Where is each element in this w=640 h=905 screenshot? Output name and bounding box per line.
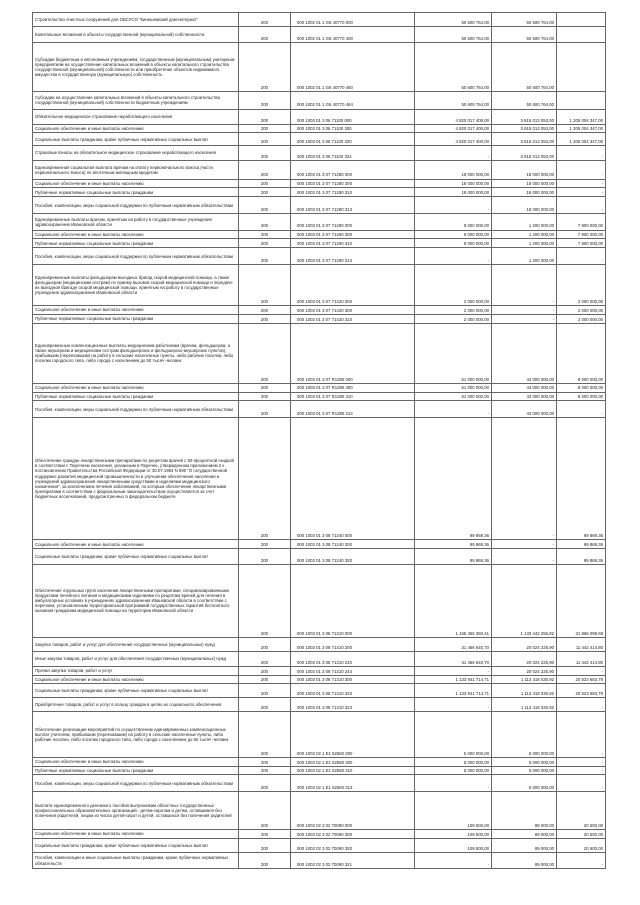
description-cell: Социальные выплаты гражданам, кроме публичных нормативных социальных выплат bbox=[33, 838, 239, 852]
table-row bbox=[33, 637, 606, 651]
budget-code-cell: 000 1002 01 1 G6 40770 460 bbox=[291, 42, 415, 91]
approved-amount-cell: - bbox=[415, 697, 492, 711]
description-cell: Публичные нормативные социальные выплаты гражданам bbox=[33, 392, 239, 401]
executed-amount-cell: - bbox=[492, 305, 557, 314]
table-row bbox=[33, 13, 606, 27]
executed-amount-cell: 50 600 764,00 bbox=[492, 13, 557, 27]
remainder-cell: 99 869,36 bbox=[557, 540, 606, 549]
remainder-cell: 2 000 000,00 bbox=[557, 264, 606, 305]
description-cell: Субсидии бюджетным и автономным учреждениям, государственным (муниципальным) унитарным предприятиям на осуществление капитальных вложений в объекты капитального строительства государственной (муниципальной) собственности или приобретение объектов недвижимого имущества в государственную (муниципальную) собственность bbox=[33, 42, 239, 91]
table-row bbox=[33, 401, 606, 418]
description-cell: Приобретение товаров, работ и услуг в пользу граждан в целях их социального обеспечения bbox=[33, 697, 239, 711]
table-row bbox=[33, 323, 606, 383]
description-cell: Публичные нормативные социальные выплаты гражданам bbox=[33, 314, 239, 323]
reg-code-cell: 200 bbox=[239, 27, 291, 43]
approved-amount-cell: 9 000 000,00 bbox=[415, 213, 492, 230]
approved-amount-cell: 4 820 017 400,00 bbox=[415, 109, 492, 125]
approved-amount-cell: 5 000 000,00 bbox=[415, 712, 492, 758]
remainder-cell: - bbox=[557, 197, 606, 214]
executed-amount-cell: 5 000 000,00 bbox=[492, 757, 557, 766]
reg-code-cell: 200 bbox=[239, 239, 291, 248]
budget-code-cell: 000 1003 02 3 02 70090 000 bbox=[291, 792, 415, 830]
table-row bbox=[33, 230, 606, 239]
executed-amount-cell: 18 000 000,00 bbox=[492, 179, 557, 188]
table-row bbox=[33, 42, 606, 91]
reg-code-cell: 200 bbox=[239, 838, 291, 852]
approved-amount-cell: 9 000 000,00 bbox=[415, 230, 492, 239]
remainder-cell: 1 205 004 347,00 bbox=[557, 109, 606, 125]
remainder-cell: 8 000 000,00 bbox=[557, 383, 606, 392]
approved-amount-cell: 50 600 764,00 bbox=[415, 42, 492, 91]
budget-code-cell: 000 1003 01 3 08 71310 200 bbox=[291, 637, 415, 651]
reg-code-cell: 200 bbox=[239, 213, 291, 230]
description-cell: Страховые взносы на обязательное медицинское страхование неработающего населения bbox=[33, 146, 239, 160]
reg-code-cell: 200 bbox=[239, 684, 291, 697]
remainder-cell bbox=[557, 13, 606, 27]
reg-code-cell: 200 bbox=[239, 109, 291, 125]
remainder-cell: 1 205 004 347,00 bbox=[557, 132, 606, 145]
budget-code-cell: 000 1003 01 3 06 71100 324 bbox=[291, 146, 415, 160]
budget-code-cell: 000 1003 02 3 02 70090 320 bbox=[291, 838, 415, 852]
budget-code-cell: 000 1003 01 3 07 71280 300 bbox=[291, 179, 415, 188]
executed-amount-cell: 1 200 000,00 bbox=[492, 213, 557, 230]
table-row bbox=[33, 213, 606, 230]
description-cell: Социальное обеспечение и иные выплаты населению bbox=[33, 230, 239, 239]
description-cell: Выплата единовременного денежного пособия выпускникам областных государственных профессиональных образовательных организаций - детям-сиротам и детям, оставшимся без попечения родителей, лицам из числа детей-сирот и детей, оставшихся без попечения родителей bbox=[33, 792, 239, 830]
remainder-cell: 7 800 000,00 bbox=[557, 239, 606, 248]
reg-code-cell: 200 bbox=[239, 766, 291, 775]
reg-code-cell: 200 bbox=[239, 392, 291, 401]
approved-amount-cell: - bbox=[415, 197, 492, 214]
description-cell: Социальное обеспечение и иные выплаты населению bbox=[33, 305, 239, 314]
budget-code-cell: 000 1003 01 3 07 71290 313 bbox=[291, 248, 415, 265]
table-row bbox=[33, 248, 606, 265]
description-cell: Строительство очистных сооружений для ОБСУСО "Кинешемский дом-интернат" bbox=[33, 13, 239, 27]
budget-code-cell: 000 1003 02 1 Е1 52560 000 bbox=[291, 712, 415, 758]
remainder-cell: 99 869,36 bbox=[557, 549, 606, 565]
table-row bbox=[33, 27, 606, 43]
reg-code-cell: 200 bbox=[239, 132, 291, 145]
approved-amount-cell: 4 820 017 400,00 bbox=[415, 132, 492, 145]
description-cell: Закупка товаров, работ и услуг для обеспечения государственных (муниципальных) нужд bbox=[33, 637, 239, 651]
approved-amount-cell: 5 000 000,00 bbox=[415, 757, 492, 766]
budget-code-cell: 000 1003 01 3 08 71310 300 bbox=[291, 675, 415, 684]
budget-code-cell: 000 1003 01 3 07 71290 310 bbox=[291, 239, 415, 248]
table-row bbox=[33, 418, 606, 540]
reg-code-cell: 200 bbox=[239, 383, 291, 392]
executed-amount-cell: - bbox=[492, 418, 557, 540]
executed-amount-cell: 50 600 764,00 bbox=[492, 42, 557, 91]
table-row bbox=[33, 775, 606, 792]
description-cell: Обеспечение реализации мероприятий по осуществлению единовременных компенсационных выплат учителям, прибывшим (переехавшим) на работу в сельские населенные пункты, либо рабочие поселки, либо поселки городского типа, либо города с населением до 50 тысяч человек bbox=[33, 712, 239, 758]
budget-code-cell: 000 1003 02 1 Е1 52560 313 bbox=[291, 775, 415, 792]
remainder-cell: 7 800 000,00 bbox=[557, 230, 606, 239]
executed-amount-cell: 5 000 000,00 bbox=[492, 766, 557, 775]
executed-amount-cell: 1 113 418 030,92 bbox=[492, 684, 557, 697]
table-row bbox=[33, 179, 606, 188]
approved-amount-cell: 51 000 000,00 bbox=[415, 392, 492, 401]
description-cell: Социальное обеспечение и иные выплаты населению bbox=[33, 757, 239, 766]
executed-amount-cell: 43 000 000,00 bbox=[492, 323, 557, 383]
budget-code-cell: 000 1003 01 3 06 71100 320 bbox=[291, 132, 415, 145]
reg-code-cell: 200 bbox=[239, 418, 291, 540]
remainder-cell: - bbox=[557, 712, 606, 758]
description-cell: Социальное обеспечение и иные выплаты населению bbox=[33, 179, 239, 188]
description-cell: Публичные нормативные социальные выплаты гражданам bbox=[33, 239, 239, 248]
table-row bbox=[33, 314, 606, 323]
reg-code-cell: 200 bbox=[239, 775, 291, 792]
reg-code-cell: 200 bbox=[239, 401, 291, 418]
budget-code-cell: 000 1003 01 3 07 R1380 310 bbox=[291, 392, 415, 401]
executed-amount-cell: - bbox=[492, 549, 557, 565]
executed-amount-cell: 1 200 000,00 bbox=[492, 230, 557, 239]
description-cell: Капитальные вложения в объекты государственной (муниципальной) собственности bbox=[33, 27, 239, 43]
description-cell: Публичные нормативные социальные выплаты гражданам bbox=[33, 188, 239, 197]
table-row bbox=[33, 684, 606, 697]
executed-amount-cell: 20 024 225,90 bbox=[492, 666, 557, 675]
reg-code-cell: 200 bbox=[239, 564, 291, 637]
approved-amount-cell: - bbox=[415, 401, 492, 418]
budget-code-cell: 000 1003 01 3 07 71420 300 bbox=[291, 305, 415, 314]
approved-amount-cell: 1 133 941 714,71 bbox=[415, 675, 492, 684]
reg-code-cell: 200 bbox=[239, 697, 291, 711]
reg-code-cell: 200 bbox=[239, 91, 291, 109]
budget-code-cell: 000 1003 02 1 Е1 52560 310 bbox=[291, 766, 415, 775]
budget-code-cell: 000 1003 01 3 07 71280 313 bbox=[291, 197, 415, 214]
approved-amount-cell: - bbox=[415, 775, 492, 792]
reg-code-cell: 200 bbox=[239, 652, 291, 666]
table-row bbox=[33, 125, 606, 133]
remainder-cell: - bbox=[557, 757, 606, 766]
executed-amount-cell: - bbox=[492, 314, 557, 323]
executed-amount-cell: 20 024 225,90 bbox=[492, 652, 557, 666]
approved-amount-cell: 51 000 000,00 bbox=[415, 383, 492, 392]
table-row bbox=[33, 766, 606, 775]
budget-code-cell: 000 1003 01 3 07 71290 000 bbox=[291, 213, 415, 230]
reg-code-cell: 200 bbox=[239, 792, 291, 830]
budget-code-cell: 000 1003 01 3 08 71310 240 bbox=[291, 652, 415, 666]
budget-code-cell: 000 1002 01 1 G6 40770 000 bbox=[291, 13, 415, 27]
approved-amount-cell: 109 500,00 bbox=[415, 838, 492, 852]
remainder-cell: - bbox=[557, 697, 606, 711]
budget-execution-table bbox=[32, 12, 606, 869]
budget-code-cell: 000 1003 01 3 07 R1380 000 bbox=[291, 323, 415, 383]
remainder-cell: 8 000 000,00 bbox=[557, 392, 606, 401]
reg-code-cell: 200 bbox=[239, 42, 291, 91]
remainder-cell bbox=[557, 42, 606, 91]
executed-amount-cell: 50 600 764,00 bbox=[492, 91, 557, 109]
table-row bbox=[33, 239, 606, 248]
approved-amount-cell: 5 000 000,00 bbox=[415, 766, 492, 775]
executed-amount-cell: 43 000 000,00 bbox=[492, 401, 557, 418]
reg-code-cell: 200 bbox=[239, 305, 291, 314]
remainder-cell: 8 000 000,00 bbox=[557, 323, 606, 383]
executed-amount-cell: 18 000 000,00 bbox=[492, 160, 557, 179]
budget-code-cell: 000 1003 01 3 08 71240 000 bbox=[291, 418, 415, 540]
table-row bbox=[33, 188, 606, 197]
budget-code-cell: 000 1002 01 1 G6 40770 464 bbox=[291, 91, 415, 109]
reg-code-cell: 200 bbox=[239, 179, 291, 188]
remainder-cell bbox=[557, 27, 606, 43]
executed-amount-cell: 89 000,00 bbox=[492, 829, 557, 838]
executed-amount-cell: 50 600 764,00 bbox=[492, 27, 557, 43]
approved-amount-cell: 9 000 000,00 bbox=[415, 239, 492, 248]
budget-code-cell: 000 1003 01 3 08 71310 244 bbox=[291, 666, 415, 675]
remainder-cell: - bbox=[557, 188, 606, 197]
table-row bbox=[33, 666, 606, 675]
executed-amount-cell: 3 615 013 053,00 bbox=[492, 109, 557, 125]
approved-amount-cell: - bbox=[415, 248, 492, 265]
remainder-cell: 2 000 000,00 bbox=[557, 314, 606, 323]
table-row bbox=[33, 146, 606, 160]
table-row bbox=[33, 838, 606, 852]
table-row bbox=[33, 305, 606, 314]
description-cell: Субсидии на осуществление капитальных вложений в объекты капитального строительства государственной (муниципальной) собственности бюджетным учреждениям bbox=[33, 91, 239, 109]
executed-amount-cell: 89 000,00 bbox=[492, 838, 557, 852]
table-row bbox=[33, 109, 606, 125]
remainder-cell: 20 500,00 bbox=[557, 792, 606, 830]
table-row bbox=[33, 540, 606, 549]
description-cell: Обязательное медицинское страхование неработающего населения bbox=[33, 109, 239, 125]
executed-amount-cell: 89 000,00 bbox=[492, 792, 557, 830]
budget-code-cell: 000 1003 01 3 07 71280 000 bbox=[291, 160, 415, 179]
reg-code-cell: 200 bbox=[239, 712, 291, 758]
approved-amount-cell: 50 600 764,00 bbox=[415, 27, 492, 43]
remainder-cell: 20 500,00 bbox=[557, 829, 606, 838]
table-row bbox=[33, 675, 606, 684]
executed-amount-cell: 1 133 442 256,82 bbox=[492, 564, 557, 637]
budget-code-cell: 000 1003 01 3 06 71100 000 bbox=[291, 109, 415, 125]
approved-amount-cell: 99 869,36 bbox=[415, 418, 492, 540]
reg-code-cell: 200 bbox=[239, 540, 291, 549]
executed-amount-cell: 1 200 000,00 bbox=[492, 239, 557, 248]
executed-amount-cell: 3 615 013 053,00 bbox=[492, 132, 557, 145]
reg-code-cell: 200 bbox=[239, 160, 291, 179]
description-cell: Прочая закупка товаров, работ и услуг bbox=[33, 666, 239, 675]
remainder-cell: - bbox=[557, 248, 606, 265]
budget-code-cell: 000 1003 01 3 07 R1380 300 bbox=[291, 383, 415, 392]
budget-code-cell: 000 1003 01 3 08 71240 320 bbox=[291, 549, 415, 565]
remainder-cell: 11 442 414,80 bbox=[557, 637, 606, 651]
executed-amount-cell: 5 000 000,00 bbox=[492, 712, 557, 758]
approved-amount-cell: - bbox=[415, 146, 492, 160]
reg-code-cell: 200 bbox=[239, 125, 291, 133]
approved-amount-cell: - bbox=[415, 666, 492, 675]
budget-code-cell: 000 1003 02 3 02 70090 321 bbox=[291, 853, 415, 869]
description-cell: Пособия, компенсации, меры социальной поддержки по публичным нормативным обязательствам bbox=[33, 248, 239, 265]
budget-code-cell: 000 1003 01 3 08 71310 323 bbox=[291, 697, 415, 711]
description-cell: Публичные нормативные социальные выплаты гражданам bbox=[33, 766, 239, 775]
description-cell: Социальное обеспечение и иные выплаты населению bbox=[33, 383, 239, 392]
description-cell: Обеспечение отдельных групп населения лекарственными препаратами, специализированными продуктами лечебного питания и медицинскими изделиями по рецептам врачей для лечения в амбулаторных условиях в учреждениях здравоохранения Ивановской области в соответствии с перечнем, установленным территориальной программой государственных гарантий бесплатного оказания гражданам медицинской помощи на территории Ивановской области bbox=[33, 564, 239, 637]
approved-amount-cell: 31 466 640,70 bbox=[415, 652, 492, 666]
table-row bbox=[33, 91, 606, 109]
executed-amount-cell: 20 024 225,90 bbox=[492, 637, 557, 651]
description-cell: Социальные выплаты гражданам, кроме публичных нормативных социальных выплат bbox=[33, 549, 239, 565]
remainder-cell: 11 442 414,80 bbox=[557, 652, 606, 666]
description-cell: Социальное обеспечение и иные выплаты населению bbox=[33, 540, 239, 549]
approved-amount-cell: 2 000 000,00 bbox=[415, 314, 492, 323]
remainder-cell: - bbox=[557, 146, 606, 160]
reg-code-cell: 200 bbox=[239, 549, 291, 565]
reg-code-cell: 200 bbox=[239, 323, 291, 383]
remainder-cell: 20 523 683,79 bbox=[557, 675, 606, 684]
reg-code-cell: 200 bbox=[239, 853, 291, 869]
description-cell: Социальное обеспечение и иные выплаты населению bbox=[33, 675, 239, 684]
description-cell: Социальные выплаты гражданам, кроме публичных нормативных социальных выплат bbox=[33, 684, 239, 697]
description-cell: Социальное обеспечение и иные выплаты населению bbox=[33, 125, 239, 133]
description-cell: Единовременные выплаты врачам, принятым на работу в государственные учреждения здравоохранения Ивановской области bbox=[33, 213, 239, 230]
description-cell: Социальные выплаты гражданам, кроме публичных нормативных социальных выплат bbox=[33, 132, 239, 145]
description-cell: Пособия, компенсации, меры социальной поддержки по публичным нормативным обязательствам bbox=[33, 197, 239, 214]
approved-amount-cell: - bbox=[415, 853, 492, 869]
reg-code-cell: 200 bbox=[239, 264, 291, 305]
budget-code-cell: 000 1003 01 3 07 71280 310 bbox=[291, 188, 415, 197]
executed-amount-cell: - bbox=[492, 264, 557, 305]
approved-amount-cell: 2 000 000,00 bbox=[415, 264, 492, 305]
approved-amount-cell: 4 820 017 400,00 bbox=[415, 125, 492, 133]
approved-amount-cell: 1 133 941 714,71 bbox=[415, 684, 492, 697]
budget-code-cell: 000 1002 01 1 G6 40770 400 bbox=[291, 27, 415, 43]
description-cell: Иные закупки товаров, работ и услуг для обеспечения государственных (муниципальных) нужд bbox=[33, 652, 239, 666]
approved-amount-cell: 109 500,00 bbox=[415, 792, 492, 830]
remainder-cell: - bbox=[557, 853, 606, 869]
executed-amount-cell: 18 000 000,00 bbox=[492, 188, 557, 197]
reg-code-cell: 200 bbox=[239, 230, 291, 239]
executed-amount-cell: 3 615 013 053,00 bbox=[492, 125, 557, 133]
description-cell: Пособия, компенсации, меры социальной поддержки по публичным нормативным обязательствам bbox=[33, 401, 239, 418]
budget-code-cell: 000 1003 01 3 08 71310 000 bbox=[291, 564, 415, 637]
reg-code-cell: 200 bbox=[239, 314, 291, 323]
remainder-cell: - bbox=[557, 401, 606, 418]
description-cell: Пособия, компенсации, меры социальной поддержки по публичным нормативным обязательствам bbox=[33, 775, 239, 792]
remainder-cell: 31 966 098,59 bbox=[557, 564, 606, 637]
executed-amount-cell: 5 000 000,00 bbox=[492, 775, 557, 792]
remainder-cell: 1 205 004 347,00 bbox=[557, 125, 606, 133]
budget-code-cell: 000 1003 02 3 02 70090 300 bbox=[291, 829, 415, 838]
description-cell: Пособия, компенсации и иные социальные выплаты гражданам, кроме публичных нормативных обязательств bbox=[33, 853, 239, 869]
reg-code-cell: 200 bbox=[239, 637, 291, 651]
budget-code-cell: 000 1003 01 3 08 71240 300 bbox=[291, 540, 415, 549]
reg-code-cell: 200 bbox=[239, 197, 291, 214]
table-row bbox=[33, 652, 606, 666]
table-row bbox=[33, 853, 606, 869]
remainder-cell bbox=[557, 91, 606, 109]
table-row bbox=[33, 712, 606, 758]
description-cell: Социальное обеспечение и иные выплаты населению bbox=[33, 829, 239, 838]
table-row bbox=[33, 383, 606, 392]
table-row bbox=[33, 757, 606, 766]
reg-code-cell: 200 bbox=[239, 666, 291, 675]
budget-code-cell: 000 1003 01 3 07 R1380 313 bbox=[291, 401, 415, 418]
approved-amount-cell: 109 500,00 bbox=[415, 829, 492, 838]
table-row bbox=[33, 392, 606, 401]
table-row bbox=[33, 697, 606, 711]
approved-amount-cell: 51 000 000,00 bbox=[415, 323, 492, 383]
table-row bbox=[33, 264, 606, 305]
remainder-cell: - bbox=[557, 766, 606, 775]
approved-amount-cell: 1 165 456 350,41 bbox=[415, 564, 492, 637]
executed-amount-cell: 3 615 013 053,00 bbox=[492, 146, 557, 160]
executed-amount-cell: 1 200 000,00 bbox=[492, 248, 557, 265]
table-body bbox=[33, 13, 606, 869]
reg-code-cell: 200 bbox=[239, 829, 291, 838]
remainder-cell: 99 869,36 bbox=[557, 418, 606, 540]
approved-amount-cell: 99 869,36 bbox=[415, 549, 492, 565]
reg-code-cell: 200 bbox=[239, 13, 291, 27]
reg-code-cell: 200 bbox=[239, 675, 291, 684]
remainder-cell: - bbox=[557, 160, 606, 179]
description-cell: Единовременные выплаты фельдшерам выездных бригад скорой медицинской помощи, а также фельдшерам (медицинским сестрам) по приему вызовов скорой медицинской помощи и передаче их выездной бригаде скорой медицинской помощи, принятым на работу в государственные учреждения здравоохранения Ивановской области bbox=[33, 264, 239, 305]
reg-code-cell: 200 bbox=[239, 188, 291, 197]
table-row bbox=[33, 197, 606, 214]
executed-amount-cell: 43 000 000,00 bbox=[492, 392, 557, 401]
remainder-cell: 2 000 000,00 bbox=[557, 305, 606, 314]
remainder-cell: 20 500,00 bbox=[557, 838, 606, 852]
reg-code-cell: 200 bbox=[239, 146, 291, 160]
budget-code-cell: 000 1003 02 1 Е1 52560 300 bbox=[291, 757, 415, 766]
remainder-cell: - bbox=[557, 666, 606, 675]
remainder-cell: 20 523 683,79 bbox=[557, 684, 606, 697]
approved-amount-cell: 18 000 000,00 bbox=[415, 160, 492, 179]
remainder-cell: - bbox=[557, 179, 606, 188]
approved-amount-cell: 18 000 000,00 bbox=[415, 188, 492, 197]
executed-amount-cell: 1 113 418 030,92 bbox=[492, 675, 557, 684]
executed-amount-cell: 18 000 000,00 bbox=[492, 197, 557, 214]
budget-code-cell: 000 1003 01 3 06 71100 300 bbox=[291, 125, 415, 133]
approved-amount-cell: 99 869,36 bbox=[415, 540, 492, 549]
budget-code-cell: 000 1003 01 3 07 71420 000 bbox=[291, 264, 415, 305]
approved-amount-cell: 50 600 764,00 bbox=[415, 91, 492, 109]
description-cell: Обеспечение граждан лекарственными препаратами по рецептам врачей с 50-процентной скидкой в соответствии с Перечнем населения, указанным в Перечне, утвержденном приложением 2 к постановлению Правительства Российской Федерации от 30.07.1994 N 890 "О государственной поддержке развития медицинской промышленности и улучшении обеспечения населения и учреждений здравоохранения лекарственными средствами и изделиями медицинского назначения", за исключением лечения заболеваний, по которым обеспечение лекарственными препаратами в соответствии с федеральным законодательством осуществляется за счет бюджетных ассигнований, предусмотренных в федеральном бюджете bbox=[33, 418, 239, 540]
table-row bbox=[33, 132, 606, 145]
approved-amount-cell: 2 000 000,00 bbox=[415, 305, 492, 314]
table-row bbox=[33, 549, 606, 565]
budget-code-cell: 000 1003 01 3 07 71290 300 bbox=[291, 230, 415, 239]
reg-code-cell: 200 bbox=[239, 248, 291, 265]
budget-code-cell: 000 1003 01 3 08 71310 320 bbox=[291, 684, 415, 697]
table-row bbox=[33, 829, 606, 838]
approved-amount-cell: 31 466 640,70 bbox=[415, 637, 492, 651]
description-cell: Единовременная социальная выплата врачам на оплату первоначального взноса (части первоначального взноса) по ипотечным жилищным кредитам bbox=[33, 160, 239, 179]
reg-code-cell: 200 bbox=[239, 757, 291, 766]
executed-amount-cell: - bbox=[492, 540, 557, 549]
executed-amount-cell: 89 000,00 bbox=[492, 853, 557, 869]
approved-amount-cell: 50 600 764,00 bbox=[415, 13, 492, 27]
budget-code-cell: 000 1003 01 3 07 71420 310 bbox=[291, 314, 415, 323]
table-row bbox=[33, 792, 606, 830]
table-row bbox=[33, 160, 606, 179]
remainder-cell: - bbox=[557, 775, 606, 792]
table-row bbox=[33, 564, 606, 637]
approved-amount-cell: 18 000 000,00 bbox=[415, 179, 492, 188]
remainder-cell: 7 800 000,00 bbox=[557, 213, 606, 230]
executed-amount-cell: 1 113 418 030,92 bbox=[492, 697, 557, 711]
description-cell: Единовременные компенсационные выплаты медицинским работникам (врачам, фельдшерам, а также акушеркам и медицинским сестрам фельдшерских и фельдшерско-акушерских пунктов), прибывшим (переехавшим) на работу в сельские населенные пункты, либо рабочие поселки, либо поселки городского типа, либо города с населением до 50 тысяч человек bbox=[33, 323, 239, 383]
executed-amount-cell: 43 000 000,00 bbox=[492, 383, 557, 392]
